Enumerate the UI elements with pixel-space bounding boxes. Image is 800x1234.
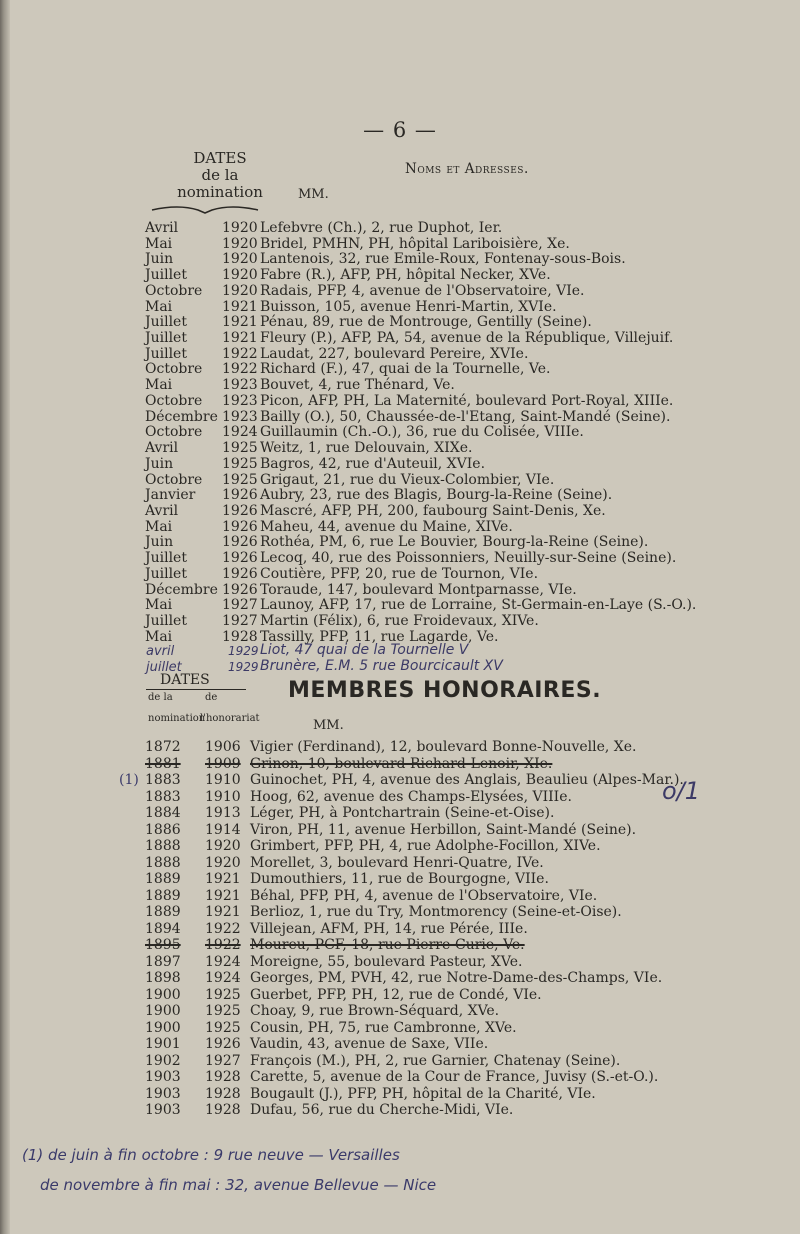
member-year: 1925 xyxy=(222,455,258,472)
honorary-entry: Hoog, 62, avenue des Champs-Elysées, VIIIe. xyxy=(250,788,572,805)
member-month: Janvier xyxy=(145,487,196,504)
page-number: — 6 — xyxy=(363,118,437,142)
member-entry: Lecoq, 40, rue des Poissonniers, Neuilly-sur-Seine (Seine). xyxy=(260,550,677,567)
member-entry: Fleury (P.), AFP, PA, 54, avenue de la République, Villejuif. xyxy=(260,330,674,347)
member-year: 1921 xyxy=(222,314,258,331)
member-year: 1926 xyxy=(222,502,258,519)
member-month: Juin xyxy=(145,534,174,551)
honorary-election-year: 1888 xyxy=(145,854,181,871)
member-entry: Picon, AFP, PH, La Maternité, boulevard Port-Royal, XIIIe. xyxy=(260,392,674,409)
member-month: Juillet xyxy=(145,550,187,567)
member-entry: Bailly (O.), 50, Chaussée-de-l'Etang, Saint-Mandé (Seine). xyxy=(260,408,671,425)
honorary-election-year: 1889 xyxy=(145,887,181,904)
member-entry: Weitz, 1, rue Delouvain, XIXe. xyxy=(260,440,473,457)
member-month: Juillet xyxy=(145,267,187,284)
honorary-honorariat-year: 1920 xyxy=(205,854,241,871)
honorary-entry: Léger, PH, à Pontchartrain (Seine-et-Oise). xyxy=(250,805,555,822)
honorary-honorariat-year: 1910 xyxy=(205,788,241,805)
member-entry: Martin (Félix), 6, rue Froidevaux, XIVe. xyxy=(260,613,539,629)
messieurs-label: MM. xyxy=(298,187,329,202)
member-year: 1925 xyxy=(222,471,258,488)
binding-edge xyxy=(0,0,10,1234)
member-year: 1922 xyxy=(222,361,258,378)
footnote-line-1: (1) de juin à fin octobre : 9 rue neuve — Versailles xyxy=(22,1146,400,1164)
honorary-honorariat-year: 1922 xyxy=(205,937,241,954)
honorary-honorariat-year: 1913 xyxy=(205,805,241,822)
member-month: Juin xyxy=(145,455,174,472)
member-year: 1923 xyxy=(222,377,258,394)
member-month: Mai xyxy=(145,298,173,315)
honorary-entry: Moreigne, 55, boulevard Pasteur, XVe. xyxy=(250,953,523,970)
honorary-election-year: 1898 xyxy=(145,970,181,987)
member-year: 1923 xyxy=(222,408,258,425)
member-entry: Radais, PFP, 4, avenue de l'Observatoire, VIe. xyxy=(260,282,585,299)
honorary-election-year: 1900 xyxy=(145,1003,181,1020)
honorary-entry: Vaudin, 43, avenue de Saxe, VIIe. xyxy=(250,1036,489,1053)
honorary-sub-nomination: nomination xyxy=(148,713,206,724)
member-year: 1920 xyxy=(222,251,258,268)
handwritten-month-1: avril xyxy=(146,644,175,659)
member-month: Décembre xyxy=(145,581,218,598)
margin-note: o/1 xyxy=(662,777,701,805)
member-month: Juillet xyxy=(145,330,187,347)
honorary-sub-de-la: de la xyxy=(148,692,173,703)
member-month: Octobre xyxy=(145,392,203,409)
dates-header-line3: nomination xyxy=(177,183,263,201)
member-entry: Toraude, 147, boulevard Montparnasse, VIe. xyxy=(260,581,577,598)
handwritten-entry-2: Brunère, E.M. 5 rue Bourcicault XV xyxy=(260,658,503,674)
honorary-election-year: 1881 xyxy=(145,755,181,772)
member-entry: Maheu, 44, avenue du Maine, XIVe. xyxy=(260,518,513,535)
honorary-honorariat-year: 1921 xyxy=(205,887,241,904)
honorary-entry: Carette, 5, avenue de la Cour de France, Juvisy (S.-et-O.). xyxy=(250,1069,659,1086)
names-column-header: Noms et Adresses. xyxy=(405,161,529,177)
honorary-honorariat-year: 1920 xyxy=(205,838,241,855)
member-month: Avril xyxy=(145,502,179,519)
honorary-honorariat-year: 1924 xyxy=(205,970,241,987)
honorary-honorariat-year: 1928 xyxy=(205,1085,241,1102)
honorary-entry: Grimbert, PFP, PH, 4, rue Adolphe-Focillon, XIVe. xyxy=(250,838,601,855)
member-month: Mai xyxy=(145,235,173,252)
member-entry: Bagros, 42, rue d'Auteuil, XVIe. xyxy=(260,455,486,472)
member-year: 1921 xyxy=(222,298,258,315)
honorary-election-year: 1883 xyxy=(145,772,181,789)
member-year: 1923 xyxy=(222,392,258,409)
member-month: Juillet xyxy=(145,565,187,582)
honorary-entry: Moureu, PCF, 18, rue Pierre-Curie, Ve. xyxy=(250,937,525,954)
honorary-entry: Cousin, PH, 75, rue Cambronne, XVe. xyxy=(250,1019,517,1036)
member-year: 1926 xyxy=(222,518,258,535)
member-year: 1926 xyxy=(222,550,258,567)
member-entry: Pénau, 89, rue de Montrouge, Gentilly (Seine). xyxy=(260,314,592,331)
honorary-honorariat-year: 1925 xyxy=(205,1019,241,1036)
dates-column-header xyxy=(165,150,275,201)
honorary-honorariat-year: 1925 xyxy=(205,1003,241,1020)
honorary-dates-rule xyxy=(146,689,246,690)
handwritten-year-1: 1929 xyxy=(228,644,259,658)
member-year: 1920 xyxy=(222,235,258,252)
honorary-election-year: 1872 xyxy=(145,739,181,755)
member-month: Juillet xyxy=(145,314,187,331)
member-year: 1924 xyxy=(222,424,258,441)
member-month: Octobre xyxy=(145,471,203,488)
member-year: 1920 xyxy=(222,282,258,299)
honorary-honorariat-year: 1928 xyxy=(205,1102,241,1119)
honorary-election-year: 1903 xyxy=(145,1102,181,1119)
member-entry: Buisson, 105, avenue Henri-Martin, XVIe. xyxy=(260,298,557,315)
honorary-sub-honorariat: l'honorariat xyxy=(200,713,260,724)
honorary-entry: Berlioz, 1, rue du Try, Montmorency (Seine-et-Oise). xyxy=(250,904,622,921)
honorary-election-year: 1895 xyxy=(145,937,181,954)
member-entry: Launoy, AFP, 17, rue de Lorraine, St-Germain-en-Laye (S.-O.). xyxy=(260,597,697,614)
honorary-honorariat-year: 1928 xyxy=(205,1069,241,1086)
honorary-honorariat-year: 1924 xyxy=(205,953,241,970)
member-year: 1926 xyxy=(222,565,258,582)
member-year: 1928 xyxy=(222,628,258,645)
member-entry: Guillaumin (Ch.-O.), 36, rue du Colisée, VIIIe. xyxy=(260,424,584,441)
handwritten-year-2: 1929 xyxy=(228,660,259,674)
member-year: 1926 xyxy=(222,534,258,551)
honorary-messieurs-label: MM. xyxy=(313,718,344,733)
honorary-election-year: 1897 xyxy=(145,953,181,970)
honorary-election-year: 1884 xyxy=(145,805,181,822)
honorary-entry: Choay, 9, rue Brown-Séquard, XVe. xyxy=(250,1003,500,1020)
member-month: Mai xyxy=(145,597,173,614)
member-entry: Bridel, PMHN, PH, hôpital Lariboisière, Xe. xyxy=(260,235,570,252)
honorary-entry: Bougault (J.), PFP, PH, hôpital de la Charité, VIe. xyxy=(250,1085,596,1102)
member-month: Décembre xyxy=(145,408,218,425)
honorary-election-year: 1902 xyxy=(145,1052,181,1069)
member-month: Octobre xyxy=(145,282,203,299)
member-month: Octobre xyxy=(145,361,203,378)
honorary-election-year: 1894 xyxy=(145,920,181,937)
member-month: Mai xyxy=(145,518,173,535)
honorary-honorariat-year: 1906 xyxy=(205,739,241,755)
member-year: 1927 xyxy=(222,597,258,614)
flourish-divider xyxy=(150,203,260,215)
honorary-entry: Vigier (Ferdinand), 12, boulevard Bonne-Nouvelle, Xe. xyxy=(250,739,637,755)
honorary-footnote-mark: (1) xyxy=(119,772,139,789)
member-year: 1920 xyxy=(222,267,258,284)
member-entry: Grigaut, 21, rue du Vieux-Colombier, VIe. xyxy=(260,471,555,488)
honorary-honorariat-year: 1922 xyxy=(205,920,241,937)
honorary-entry: François (M.), PH, 2, rue Garnier, Chatenay (Seine). xyxy=(250,1052,621,1069)
member-entry: Lefebvre (Ch.), 2, rue Duphot, Ier. xyxy=(260,220,503,236)
honorary-honorariat-year: 1926 xyxy=(205,1036,241,1053)
member-month: Juin xyxy=(145,251,174,268)
member-entry: Lantenois, 32, rue Emile-Roux, Fontenay-sous-Bois. xyxy=(260,251,626,268)
honorary-election-year: 1889 xyxy=(145,904,181,921)
member-year: 1922 xyxy=(222,345,258,362)
honorary-sub-de: de xyxy=(205,692,218,703)
honorary-election-year: 1888 xyxy=(145,838,181,855)
member-month: Avril xyxy=(145,220,179,236)
honorary-members-title: MEMBRES HONORAIRES. xyxy=(288,678,602,703)
member-entry: Coutière, PFP, 20, rue de Tournon, VIe. xyxy=(260,565,539,582)
honorary-entry: Grinon, 10, boulevard Richard-Lenoir, XIe. xyxy=(250,755,553,772)
honorary-election-year: 1889 xyxy=(145,871,181,888)
honorary-entry: Guinochet, PH, 4, avenue des Anglais, Beaulieu (Alpes-Mar.). xyxy=(250,772,684,789)
honorary-election-year: 1903 xyxy=(145,1085,181,1102)
member-month: Mai xyxy=(145,628,173,645)
member-year: 1926 xyxy=(222,487,258,504)
honorary-entry: Georges, PM, PVH, 42, rue Notre-Dame-des-Champs, VIe. xyxy=(250,970,663,987)
honorary-election-year: 1883 xyxy=(145,788,181,805)
member-year: 1920 xyxy=(222,220,258,236)
honorary-honorariat-year: 1925 xyxy=(205,986,241,1003)
honorary-election-year: 1901 xyxy=(145,1036,181,1053)
honorary-election-year: 1900 xyxy=(145,986,181,1003)
member-month: Avril xyxy=(145,440,179,457)
member-month: Juillet xyxy=(145,613,187,629)
honorary-entry: Viron, PH, 11, avenue Herbillon, Saint-Mandé (Seine). xyxy=(250,821,637,838)
member-entry: Fabre (R.), AFP, PH, hôpital Necker, XVe. xyxy=(260,267,551,284)
honorary-entry: Morellet, 3, boulevard Henri-Quatre, IVe. xyxy=(250,854,544,871)
honorary-honorariat-year: 1921 xyxy=(205,904,241,921)
dates-header-line1: DATES xyxy=(193,149,247,167)
honorary-dates-header: DATES xyxy=(160,672,210,688)
honorary-entry: Dufau, 56, rue du Cherche-Midi, VIe. xyxy=(250,1102,514,1119)
honorary-entry: Dumouthiers, 11, rue de Bourgogne, VIIe. xyxy=(250,871,549,888)
footnote-line-2: de novembre à fin mai : 32, avenue Bellevue — Nice xyxy=(40,1176,437,1194)
honorary-election-year: 1903 xyxy=(145,1069,181,1086)
handwritten-entry-1: Liot, 47 quai de la Tournelle V xyxy=(260,642,469,658)
honorary-election-year: 1886 xyxy=(145,821,181,838)
member-entry: Mascré, AFP, PH, 200, faubourg Saint-Denis, Xe. xyxy=(260,502,606,519)
honorary-entry: Villejean, AFM, PH, 14, rue Pérée, IIIe. xyxy=(250,920,528,937)
member-year: 1927 xyxy=(222,613,258,629)
member-month: Octobre xyxy=(145,424,203,441)
honorary-entry: Béhal, PFP, PH, 4, avenue de l'Observatoire, VIe. xyxy=(250,887,598,904)
member-month: Juillet xyxy=(145,345,187,362)
honorary-honorariat-year: 1927 xyxy=(205,1052,241,1069)
honorary-election-year: 1900 xyxy=(145,1019,181,1036)
member-year: 1926 xyxy=(222,581,258,598)
member-year: 1925 xyxy=(222,440,258,457)
honorary-honorariat-year: 1914 xyxy=(205,821,241,838)
handwritten-month-2: juillet xyxy=(146,660,182,675)
member-entry: Richard (F.), 47, quai de la Tournelle, Ve. xyxy=(260,361,551,378)
honorary-honorariat-year: 1921 xyxy=(205,871,241,888)
honorary-honorariat-year: 1910 xyxy=(205,772,241,789)
member-entry: Aubry, 23, rue des Blagis, Bourg-la-Reine (Seine). xyxy=(260,487,613,504)
member-entry: Rothéa, PM, 6, rue Le Bouvier, Bourg-la-Reine (Seine). xyxy=(260,534,649,551)
member-entry: Bouvet, 4, rue Thénard, Ve. xyxy=(260,377,455,394)
member-entry: Tassilly, PFP, 11, rue Lagarde, Ve. xyxy=(260,628,499,645)
honorary-entry: Guerbet, PFP, PH, 12, rue de Condé, VIe. xyxy=(250,986,542,1003)
member-year: 1921 xyxy=(222,330,258,347)
member-month: Mai xyxy=(145,377,173,394)
member-entry: Laudat, 227, boulevard Pereire, XVIe. xyxy=(260,345,529,362)
honorary-honorariat-year: 1909 xyxy=(205,755,241,772)
dates-header-line2: de la xyxy=(201,166,239,184)
